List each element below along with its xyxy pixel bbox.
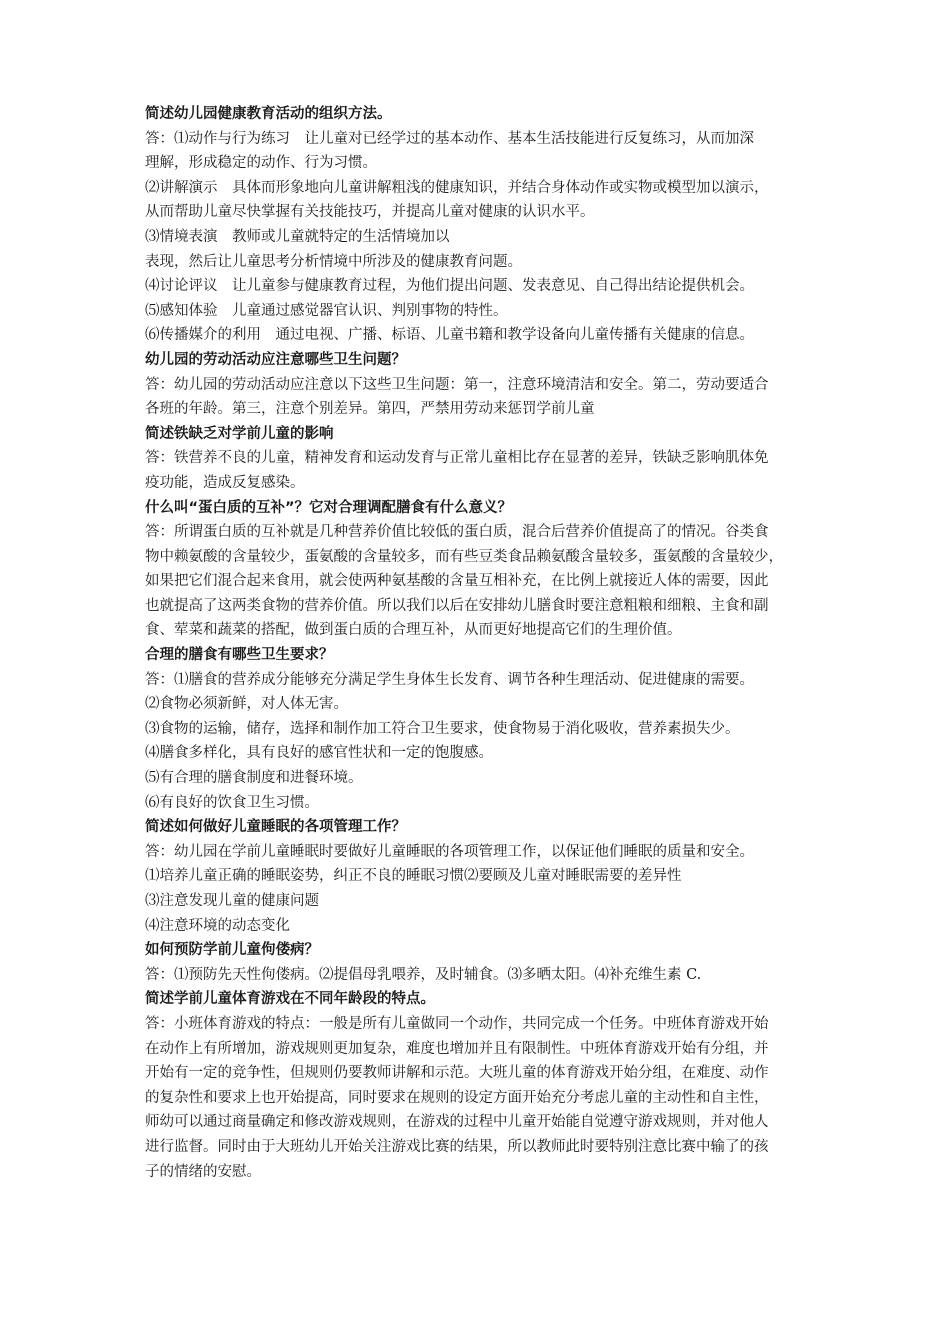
question-heading: 简述如何做好儿童睡眠的各项管理工作？ — [145, 819, 406, 836]
answer-line: ⑹有良好的饮食卫生习惯。 — [145, 794, 319, 811]
answer-line: 理解，形成稳定的动作、行为习惯。 — [145, 155, 377, 172]
answer-line: ⑶情境表演 教师或儿童就特定的生活情境加以 — [145, 228, 450, 245]
answer-line: 开始有一定的竞争性，但规则仍要教师讲解和示范。大班儿童的体育游戏开始分组，在难度、动作 — [145, 1065, 769, 1082]
answer-line: 也就提高了这两类食物的营养价值。所以我们以后在安排幼儿膳食时要注意粗粮和细粮、主食和副 — [145, 597, 769, 614]
document-page — [145, 102, 875, 1184]
answer-line: 答：⑴膳食的营养成分能够充分满足学生身体生长发育、调节各种生理活动、促进健康的需要。 — [145, 671, 754, 688]
answer-line: 答：⑴动作与行为练习 让儿童对已经学过的基本动作、基本生活技能进行反复练习，从而加深 — [145, 130, 754, 147]
answer-line: ⑵讲解演示 具体而形象地向儿童讲解粗浅的健康知识，并结合身体动作或实物或模型加以演示， — [145, 179, 769, 196]
qa-section-diet-requirements — [145, 643, 875, 815]
answer-line: 在动作上有所增加，游戏规则更加复杂，难度也增加并且有限制性。中班体育游戏开始有分组，并 — [145, 1040, 769, 1057]
qa-section-labor-hygiene — [145, 348, 875, 422]
answer-line: ⑶注意发现儿童的健康问题 — [145, 893, 319, 909]
answer-line: 疫功能，造成反复感染。 — [145, 474, 305, 491]
answer-line: ⑹传播媒介的利用 通过电视、广播、标语、儿童书籍和教学设备向儿童传播有关健康的信息。 — [145, 327, 754, 344]
qa-section-sleep-management — [145, 815, 875, 938]
answer-line: 的复杂性和要求上也开始提高，同时要求在规则的设定方面开始充分考虑儿童的主动性和自主性， — [145, 1089, 769, 1106]
answer-line: ⑴培养儿童正确的睡眠姿势，纠正不良的睡眠习惯⑵要顾及儿童对睡眠需要的差异性 — [145, 868, 682, 885]
answer-line: 答：小班体育游戏的特点：一般是所有儿童做同一个动作，共同完成一个任务。中班体育游戏开始 — [145, 1015, 769, 1032]
answer-line: 答：幼儿园的劳动活动应注意以下这些卫生问题：第一，注意环境清洁和安全。第二，劳动要适合 — [145, 376, 769, 393]
question-heading: 幼儿园的劳动活动应注意哪些卫生问题？ — [145, 351, 406, 368]
answer-line: 师幼可以通过商量确定和修改游戏规则，在游戏的过程中儿童开始能自觉遵守游戏规则，并对他人 — [145, 1114, 769, 1131]
answer-line: ⑷注意环境的动态变化 — [145, 917, 290, 934]
answer-line: 表现，然后让儿童思考分析情境中所涉及的健康教育问题。 — [145, 253, 522, 270]
answer-line: 答：⑴预防先天性佝偻病。⑵提倡母乳喂养，及时辅食。⑶多晒太阳。⑷补充维生素 C. — [145, 966, 702, 983]
answer-line: ⑸有合理的膳食制度和进餐环境。 — [145, 770, 363, 787]
qa-section-sports-games — [145, 987, 875, 1184]
answer-line: ⑵食物必须新鲜，对人体无害。 — [145, 696, 348, 713]
question-heading: 简述铁缺乏对学前儿童的影响 — [145, 425, 334, 442]
question-heading: 如何预防学前儿童佝偻病？ — [145, 942, 319, 959]
answer-line: 从而帮助儿童尽快掌握有关技能技巧，并提高儿童对健康的认识水平。 — [145, 204, 595, 221]
answer-line: 食、荤菜和蔬菜的搭配，做到蛋白质的合理互补，从而更好地提高它们的生理价值。 — [145, 622, 682, 639]
qa-section-rickets-prevention — [145, 938, 875, 987]
question-heading: 简述学前儿童体育游戏在不同年龄段的特点。 — [145, 991, 435, 1008]
answer-line: 子的情绪的安慰。 — [145, 1163, 261, 1180]
qa-section-iron-deficiency — [145, 422, 875, 496]
answer-line: 答：所谓蛋白质的互补就是几种营养价值比较低的蛋白质，混合后营养价值提高了的情况。谷类食 — [145, 524, 769, 541]
answer-line: 进行监督。同时由于大班幼儿开始关注游戏比赛的结果，所以教师此时要特别注意比赛中输了的孩 — [145, 1138, 769, 1155]
answer-line: ⑷膳食多样化，具有良好的感官性状和一定的饱腹感。 — [145, 745, 493, 762]
question-heading: 简述幼儿园健康教育活动的组织方法。 — [145, 106, 392, 122]
answer-line: 各班的年龄。第三，注意个别差异。第四，严禁用劳动来惩罚学前儿童 — [145, 401, 595, 418]
answer-line: 物中赖氨酸的含量较少，蛋氨酸的含量较多，而有些豆类食品赖氨酸含量较多，蛋氨酸的含量较少， — [145, 548, 783, 565]
answer-line: 答：铁营养不良的儿童，精神发育和运动发育与正常儿童相比存在显著的差异，铁缺乏影响肌体免 — [145, 450, 769, 467]
answer-line: 答：幼儿园在学前儿童睡眠时要做好儿童睡眠的各项管理工作，以保证他们睡眠的质量和安全。 — [145, 843, 754, 860]
qa-section-protein-complement — [145, 496, 875, 644]
answer-line: ⑷讨论评议 让儿童参与健康教育过程，为他们提出问题、发表意见、自己得出结论提供机会。 — [145, 278, 754, 295]
question-heading: 什么叫“蛋白质的互补”？它对合理调配膳食有什么意义？ — [145, 499, 513, 516]
answer-line: 如果把它们混合起来食用，就会使两种氨基酸的含量互相补充，在比例上就接近人体的需要，因此 — [145, 573, 769, 590]
answer-line: ⑶食物的运输，储存，选择和制作加工符合卫生要求，使食物易于消化吸收，营养素损失少。 — [145, 720, 740, 737]
answer-line: ⑸感知体验 儿童通过感觉器官认识、判别事物的特性。 — [145, 302, 508, 319]
qa-section-organization-methods — [145, 102, 875, 348]
question-heading: 合理的膳食有哪些卫生要求？ — [145, 647, 334, 664]
